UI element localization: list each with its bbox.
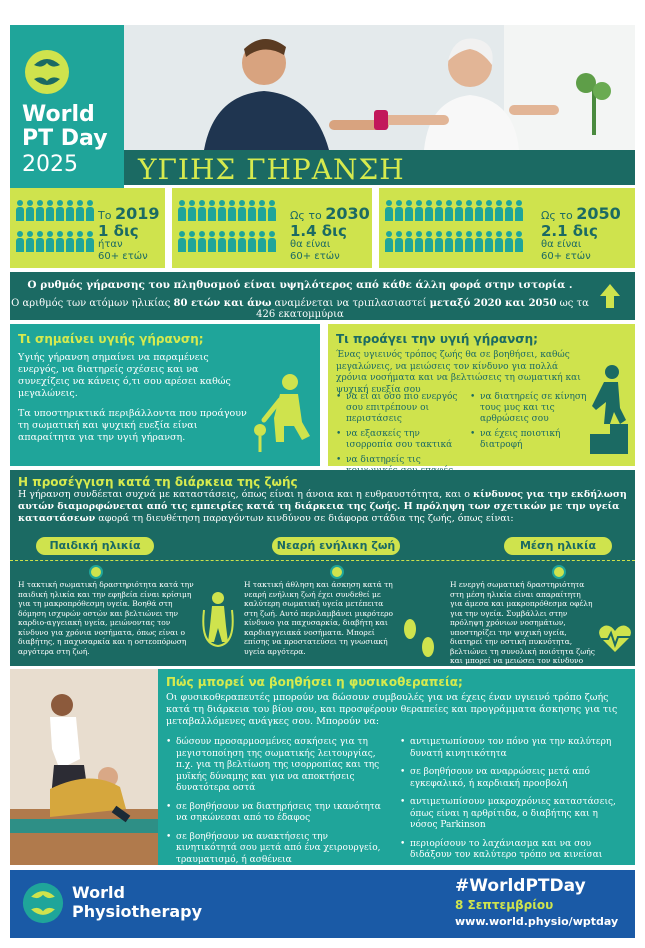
list-item: • αντιμετωπίσουν τον πόνο για την καλύτερη δυνατή κινητικότητα (400, 737, 628, 760)
meaning-text2: Τα υποστηρικτικά περιβάλλοντα που προάγουν τη σωματική και ψυχική ευεξία είναι απαραίτητα για την υγιή γήρανση. (18, 408, 247, 443)
ageing-rate-banner (10, 272, 635, 320)
people-icons (178, 200, 278, 256)
world-pt-day-logo-icon (24, 49, 70, 95)
physio-intro: Οι φυσικοθεραπευτές μπορούν να δώσουν συμβουλές για να έχεις έναν υγιεινό τρόπο ζωής κατά τη διάρκεια του βίου σου, και προσφέρουν θεραπείες και προγράμματα άσκησης για τις μεταβαλλόμενες ανάγκες σου. Μπορούν να: (166, 692, 618, 727)
promotes-heading: Τι προάγει την υγιή γήρανση; (336, 332, 538, 346)
heart-rate-icon (598, 624, 632, 654)
footer (10, 870, 635, 938)
lifecourse-intro: Η γήρανση συνδέεται συχνά με καταστάσεις, όπως είναι η άνοια και η ευθραυστότητα, και ο κίνδυνος για την εκδήλωση αυτών διαμορφώνεται από τις εμπειρίες κατά τη διάρκεια της ζωής. Η πρόληψη των σχετικών με την υγεία καταστάσεων αφορά τη διευθέτηση παραγόντων κινδύνου σε διάφορα στάδια της ζωής, όπως είναι: (18, 489, 627, 524)
stat-value: 2.1 δις (541, 222, 598, 240)
list-item: • να εί αι όσο πιο ενεργός σου επιτρέπουν οι περιστάσεις (336, 392, 466, 425)
meaning-text1: Υγιής γήρανση σημαίνει να παραμένεις ενεργός, να διατηρείς σχέσεις και να συνεχίζεις να κάνεις ό,τι σου αρέσει καθώς μεγαλώνεις. (18, 352, 231, 399)
stat-2050 (379, 188, 635, 268)
stat-year: 2050 (576, 204, 621, 223)
list-item: • να εξασκείς την ισορροπία σου τακτικά (336, 429, 466, 451)
list-item: • σε βοηθήσουν να αναρρώσεις μετά από εγκεφαλικό, ή καρδιακή προσβολή (400, 767, 628, 790)
footprints-icon (400, 615, 438, 663)
stat-verb: θα είναι (541, 239, 582, 250)
event-date: 8 Σεπτεμβρίου (455, 898, 554, 912)
stat-2030 (172, 188, 372, 268)
stat-age: 60+ ετών (541, 251, 591, 262)
promotes-intro: Ένας υγιεινός τρόπος ζωής θα σε βοηθήσει, καθώς μεγαλώνεις, να μειώσεις τον κίνδυνο για πολλά χρόνια νοσήματα και να βελτιώσεις τη σωματική και ψυχική ευεξία σου (336, 350, 581, 395)
list-item: • αντιμετωπίσουν μακροχρόνιες καταστάσεις, όπως είναι η αρθρίτιδα, ο διαβήτης και η νόσος Parkinson (400, 797, 628, 832)
stat-age: 60+ ετών (98, 251, 148, 262)
stage-middle-age: Μέση ηλικία (504, 537, 612, 555)
middle-age-text: Η ενεργή σωματική δραστηριότητα στη μέση ηλικία είναι απαραίτητη για άμεσα και μακροπρόθεσμα οφέλη για την υγεία. Συμβάλλει στην πρόληψη χρόνιων νοσημάτων, υποστηρίζει την ψυχική υγεία, διατηρεί την οστική πυκνότητα, βελτιώνει τη συνολική ποιότητα ζωής και μπορεί να μειώσει τον κίνδυνο (450, 580, 596, 665)
timeline-dot (552, 565, 566, 579)
org-name-line2: Physiotherapy (72, 902, 203, 921)
stat-2019 (10, 188, 165, 268)
lifecourse-heading: Η προσέγγιση κατά τη διάρκεια της ζωής (18, 475, 298, 489)
stage-young-adult: Νεαρή ενήλικη ζωή (272, 537, 400, 555)
website-link[interactable]: www.world.physio/wptday (455, 915, 619, 928)
page-title: ΥΓΙΗΣ ΓΗΡΑΝΣΗ (138, 153, 405, 186)
people-icons (16, 200, 96, 256)
list-item: • σε βοηθήσουν να ανακτήσεις την κινητικότητά σου μετά από ένα χειρουργείο, τραυματισμό, ή ασθένεια (166, 832, 388, 867)
physio-session-illustration (10, 669, 158, 865)
stat-prefix: Ως το (290, 209, 322, 222)
climbing-stairs-icon (586, 364, 632, 456)
header-photo (124, 25, 635, 150)
list-item: • περιορίσουν το λαχάνιασμα και να σου διδάξουν τον καλύτερο τρόπο να κινείσαι (400, 839, 628, 862)
promotes-panel (328, 324, 635, 466)
timeline-line (10, 560, 635, 562)
list-item: • να έχεις ποιοτική διατροφή (470, 429, 592, 451)
promotes-list-right (470, 392, 592, 451)
promotes-list-left (336, 392, 466, 477)
logo-year: 2025 (22, 152, 78, 177)
logo-line1: World (22, 102, 95, 127)
list-item: • να διατηρείς σε κίνηση τους μυς και τις αρθρώσεις σου (470, 392, 592, 425)
banner-line2: Ο αριθμός των ατόμων ηλικίας 80 ετών και άνω αναμένεται να τριπλασιαστεί μεταξύ 2020 και 2050 ως τα 426 εκατομμύρια (11, 298, 589, 320)
physio-list-left (166, 737, 388, 866)
title-bar (124, 150, 635, 185)
list-item: • να διατηρείς τις (336, 455, 466, 477)
stat-prefix: Το (98, 209, 112, 222)
stat-age: 60+ ετών (290, 251, 340, 262)
skipping-rope-icon (200, 590, 236, 648)
stat-verb: θα είναι (290, 239, 331, 250)
stat-prefix: Ως το (541, 209, 573, 222)
physio-heading: Πώς μπορεί να βοηθήσει η φυσικοθεραπεία; (166, 675, 463, 689)
infographic (10, 10, 635, 938)
list-item: • σε βοηθήσουν να διατηρήσεις την ικανότητα να σηκώνεσαι από το έδαφος (166, 802, 388, 825)
world-physiotherapy-logo-icon (22, 882, 64, 924)
list-item: • δώσουν προσαρμοσμένες ασκήσεις για τη μεγιστοποίηση της σωματικής λειτουργίας, π.χ. για τη βελτίωση της ισορροπίας και της μυϊκής δύναμης και για να αποκτήσεις δυνατότερα οστά (166, 737, 388, 795)
arrow-up-icon (598, 282, 622, 310)
people-icons (385, 200, 525, 256)
stat-year: 2019 (114, 204, 160, 223)
meaning-panel (10, 324, 320, 466)
physio-list-right (400, 737, 628, 862)
stat-year: 2030 (325, 204, 370, 223)
young-adult-text: Η τακτική άθληση και άσκηση κατά τη νεαρή ενήλικη ζωή έχει συνδεθεί με καλύτερη σωματική υγεία μετέπειτα στη ζωή. Αυτό περιλαμβάνει μικρότερο κίνδυνο για παχυσαρκία, διαβήτη και καρδιαγγειακά νοσήματα. Μπορεί επίσης να προστατεύσει τη γνωσιακή υγεία αργότερα. (244, 580, 394, 656)
stat-value: 1.4 δις (290, 222, 347, 240)
gardening-person-icon (250, 372, 314, 454)
logo-line2: PT Day (22, 126, 108, 151)
childhood-text: Η τακτική σωματική δραστηριότητα κατά την παιδική ηλικία και την εφηβεία είναι κρίσιμη για τη μακροπρόθεσμη υγεία. Βοηθά στη δόμηση ισχυρών οστών και βελτιώνει την καρδιο-αγγειακή υγεία, μειώνοντας τον κίνδυνο για χρόνια νοσήματα, όπως είναι ο διαβήτης, η παχυσαρκία και η οστεοπόρωση αργότερα στη ζωή. (18, 580, 194, 656)
stat-value: 1 δις (98, 222, 139, 240)
org-name-line1: World (72, 883, 125, 902)
timeline-dot (89, 565, 103, 579)
banner-line1: Ο ρυθμός γήρανσης του πληθυσμού είναι υψηλότερος από κάθε άλλη φορά στην ιστορία . (27, 279, 573, 291)
stat-verb: ήταν (98, 239, 123, 250)
physio-photo (10, 669, 158, 865)
physio-panel (158, 669, 635, 865)
logo-panel (10, 25, 124, 200)
timeline-dot (330, 565, 344, 579)
physio-with-patient-illustration (124, 25, 635, 150)
hashtag: #WorldPTDay (455, 876, 586, 896)
meaning-heading: Τι σημαίνει υγιής γήρανση; (18, 332, 204, 346)
stage-childhood: Παιδική ηλικία (36, 537, 154, 555)
